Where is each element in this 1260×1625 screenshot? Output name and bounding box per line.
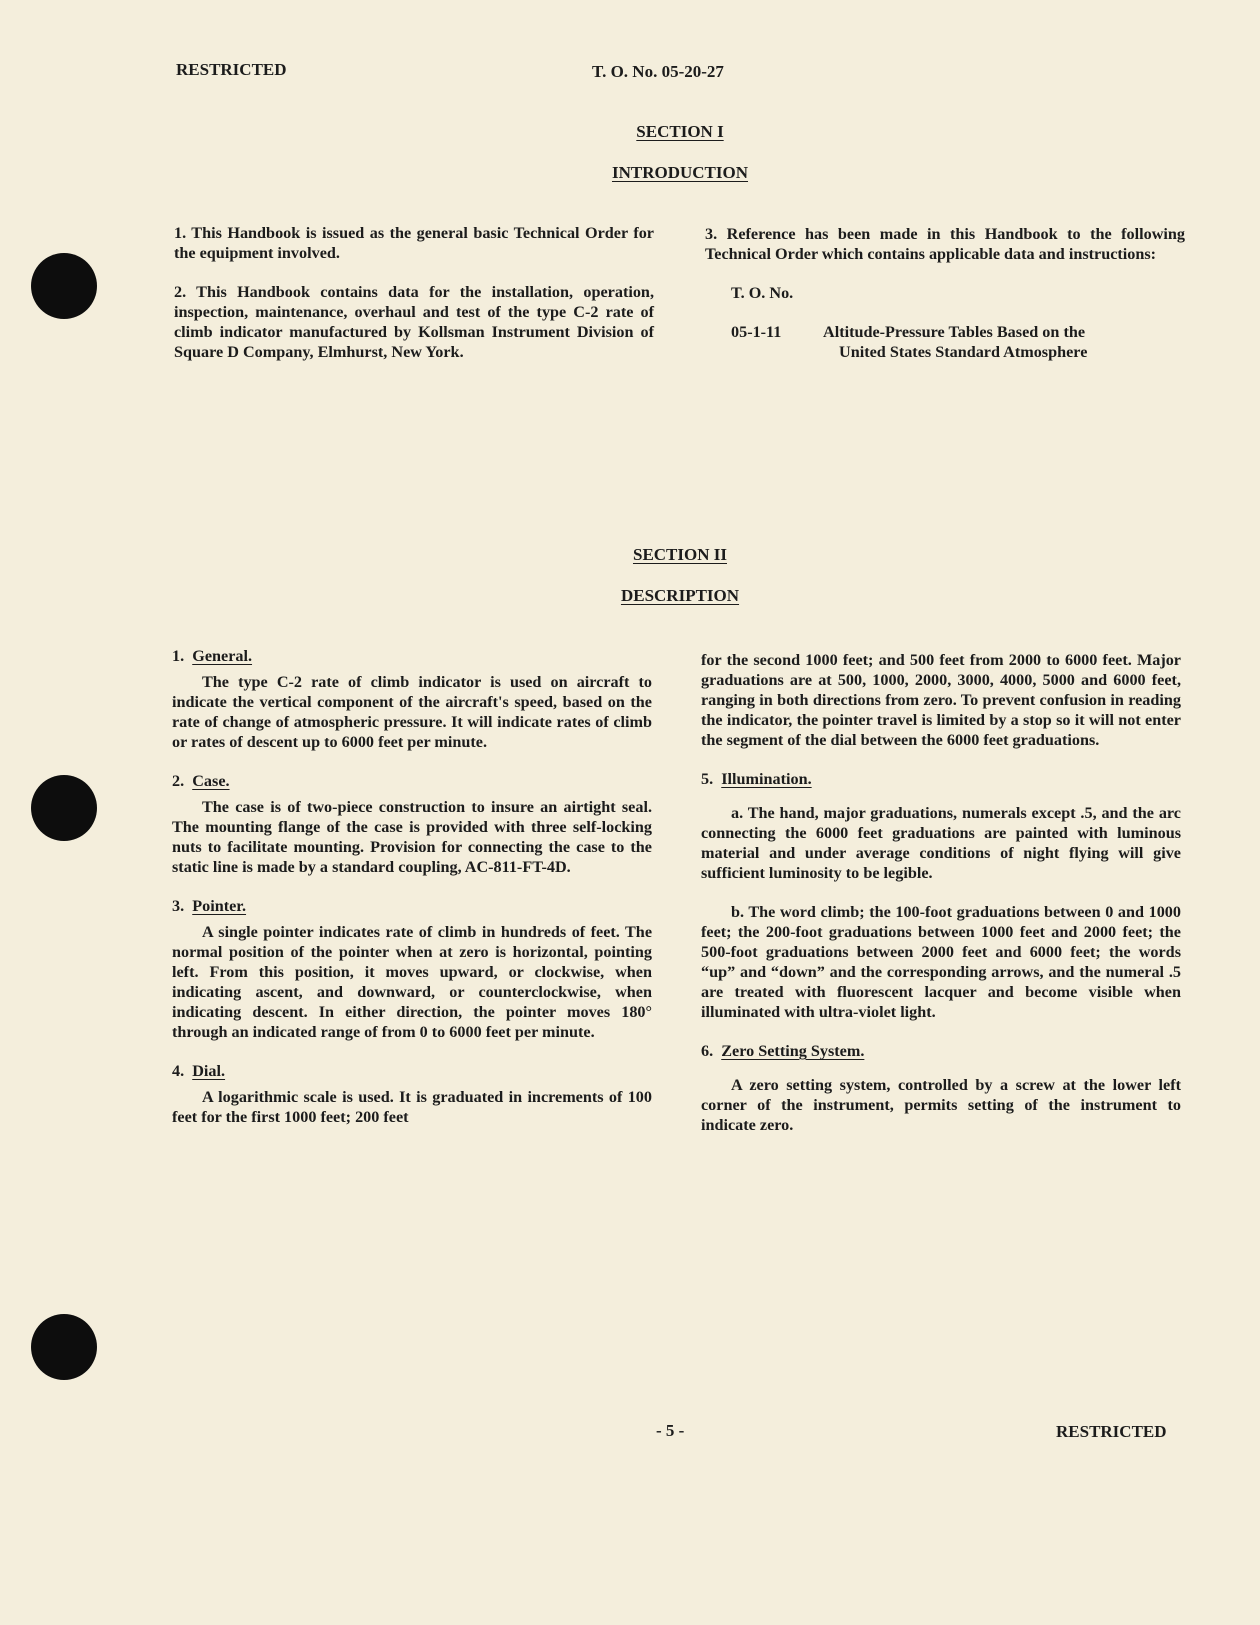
description-left-column bbox=[172, 646, 652, 1146]
description-right-column bbox=[701, 650, 1181, 1154]
binder-hole bbox=[31, 1314, 97, 1380]
section-title: SECTION II bbox=[632, 545, 727, 564]
heading-case: 2. Case. bbox=[172, 772, 230, 790]
heading-pointer: 3. Pointer. bbox=[172, 897, 247, 915]
to-reference bbox=[731, 322, 1185, 362]
heading-general: 1. General. bbox=[172, 647, 253, 665]
heading-zero-setting: 6. Zero Setting System. bbox=[701, 1042, 865, 1060]
paragraph: 2. This Handbook contains data for the installation, operation, inspection, maintenance, overhaul and test of the type C-2 rate of climb indicator manufactured by Kollsman Instrument Division of Square D Company, Elmhurst, New York. bbox=[174, 283, 654, 361]
footer-classification: RESTRICTED bbox=[1056, 1422, 1167, 1441]
to-reference-desc: United States Standard Atmosphere bbox=[839, 343, 1088, 361]
paragraph: The case is of two-piece construction to insure an airtight seal. The mounting flange of the case is provided with three self-locking nuts to facilitate mounting. Provision for connecting the case to the static line is made by a standard coupling, AC-811-FT-4D. bbox=[172, 798, 652, 876]
intro-right-column bbox=[705, 224, 1185, 362]
header-classification: RESTRICTED bbox=[176, 60, 287, 79]
paragraph: 1. This Handbook is issued as the general basic Technical Order for the equipment involved. bbox=[174, 224, 654, 262]
paragraph: A single pointer indicates rate of climb in hundreds of feet. The normal position of the pointer when at zero is horizontal, pointing left. From this position, it moves upward, or clockwise, when indicating ascent, and downward, or counterclockwise, when indicating descent. In either direction, the pointer moves 180° through an indicated range of from 0 to 6000 feet per minute. bbox=[172, 923, 652, 1041]
paragraph: b. The word climb; the 100-foot graduations between 0 and 1000 feet; the 200-foot graduations between 1000 feet and 2000 feet; the 500-foot graduations between 2000 feet and 6000 feet; the words “up” and “down” and the corresponding arrows, and the numeral .5 are treated with fluorescent lacquer and become visible when illuminated with ultra-violet light. bbox=[701, 903, 1181, 1021]
header-to-number: T. O. No. 05-20-27 bbox=[592, 62, 724, 81]
paragraph: A zero setting system, controlled by a screw at the lower left corner of the instrument, permits setting of the instrument to indicate zero. bbox=[701, 1076, 1181, 1134]
section-title: SECTION I bbox=[636, 122, 724, 141]
paragraph: 3. Reference has been made in this Handbook to the following Technical Order which contains applicable data and instructions: bbox=[705, 225, 1185, 263]
to-reference-number: 05-1-11 bbox=[731, 323, 782, 341]
paragraph: for the second 1000 feet; and 500 feet from 2000 to 6000 feet. Major graduations are at 500, 1000, 2000, 3000, 4000, 5000 and 6000 feet, ranging in both directions from zero. To prevent confusion in reading the indicator, the pointer travel is limited by a stop so it will not enter the segment of the dial between the 6000 feet graduations. bbox=[701, 651, 1181, 749]
paragraph: A logarithmic scale is used. It is graduated in increments of 100 feet for the first 1000 feet; 200 feet bbox=[172, 1088, 652, 1126]
section-subtitle: INTRODUCTION bbox=[611, 163, 749, 182]
intro-left-column bbox=[174, 223, 654, 381]
page-number: - 5 - bbox=[656, 1421, 685, 1440]
paragraph: a. The hand, major graduations, numerals except .5, and the arc connecting the 6000 feet graduations are painted with luminous material and under average conditions of night flying will give sufficient luminosity to be legible. bbox=[701, 804, 1181, 882]
heading-illumination: 5. Illumination. bbox=[701, 770, 812, 788]
to-reference-desc: Altitude-Pressure Tables Based on the bbox=[823, 323, 1086, 341]
to-header: T. O. No. bbox=[731, 284, 794, 302]
section-subtitle: DESCRIPTION bbox=[620, 586, 740, 605]
paragraph: The type C-2 rate of climb indicator is used on aircraft to indicate the vertical component of the aircraft's speed, based on the rate of change of atmospheric pressure. It will indicate rates of climb or rates of descent up to 6000 feet per minute. bbox=[172, 673, 652, 751]
heading-dial: 4. Dial. bbox=[172, 1062, 226, 1080]
binder-hole bbox=[31, 253, 97, 319]
binder-hole bbox=[31, 775, 97, 841]
